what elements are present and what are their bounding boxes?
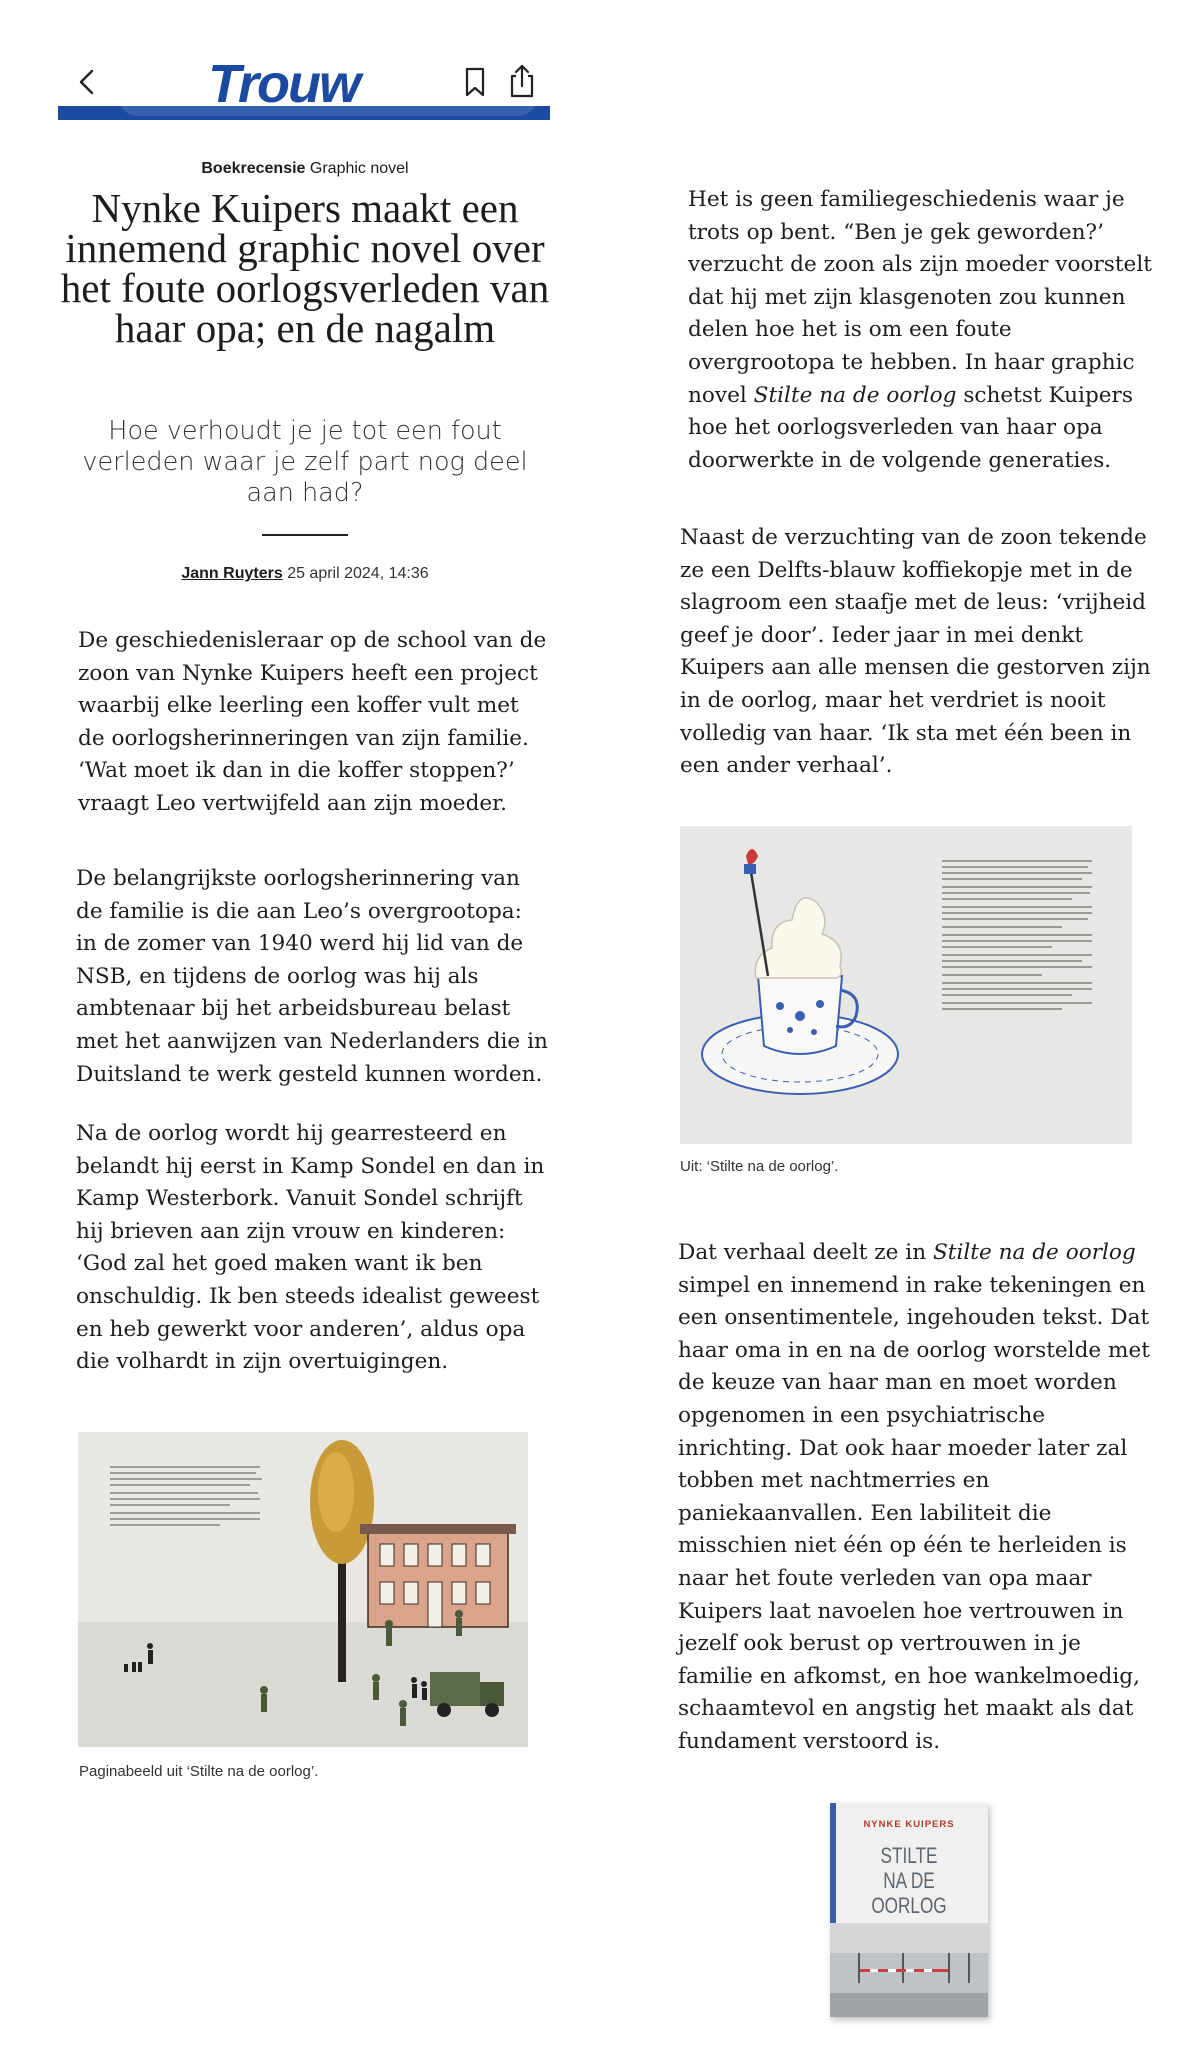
book-cover[interactable] xyxy=(830,1803,988,2017)
cover-title-line-2: NA DE xyxy=(883,1868,935,1893)
divider xyxy=(262,534,348,536)
figure-caption-right: Uit: ‘Stilte na de oorlog’. xyxy=(680,1158,839,1175)
trouw-logo[interactable]: Trouw xyxy=(208,54,359,114)
share-icon[interactable] xyxy=(504,60,540,102)
page-illustration-cup[interactable] xyxy=(680,826,1132,1144)
cover-author: NYNKE KUIPERS xyxy=(863,1819,955,1830)
author-link[interactable]: Jann Ruyters xyxy=(181,565,283,582)
book-title-italic-2: Stilte na de oorlog xyxy=(932,1240,1136,1265)
kicker-label[interactable]: Boekrecensie xyxy=(201,160,306,177)
figure-caption-left: Paginabeeld uit ‘Stilte na de oorlog’. xyxy=(79,1763,319,1780)
paragraph-6 xyxy=(678,1237,1154,1759)
paragraph-6-text-a: Dat verhaal deelt ze in xyxy=(678,1240,933,1265)
paragraph-1: De geschiedenisleraar op de school van de zoon van Nynke Kuipers heeft een project waarbij elke leerling een koffer vult met de oorlogsherinneringen van zijn familie. ‘Wat moet ik dan in die koffer stoppen?’ vraagt Leo vertwijfeld aan zijn moeder. xyxy=(78,628,547,816)
article-kicker xyxy=(60,160,550,178)
bookmark-icon[interactable] xyxy=(458,62,492,102)
paragraph-5: Naast de verzuchting van de zoon tekende ze een Delfts-blauw koffiekopje met in de slagroom een staafje met de leus: ‘vrijheid geef je door’. Ieder jaar in mei denkt Kuipers aan alle mensen die gestorven zijn in de oorlog, maar het verdriet is nooit volledig van haar. ‘Ik sta met één been in een ander verhaal’. xyxy=(680,525,1151,779)
byline xyxy=(60,565,550,583)
cover-title-line-1: STILTE xyxy=(880,1843,938,1868)
cup-illustration xyxy=(680,826,1132,1144)
paragraph-6-text-b: simpel en innemend in rake tekeningen en een onsentimentele, ingehouden tekst. Dat haar oma in en na de oorlog worstelde met de keuze van haar man en moet worden opgenomen in een psychiatrische inrichting. Dat ook haar moeder later zal tobben met nachtmerries en paniekaanvallen. Een labiliteit die misschien niet één op één te herleiden is naar het foute verleden van opa maar Kuipers laat navoelen hoe vertrouwen in jezelf ook berust op vertrouwen in je familie en afkomst, en hoe wankelmoedig, schaamtevol en angstig het maakt als dat fundament verstoord is. xyxy=(678,1272,1150,1754)
camp-illustration xyxy=(78,1432,528,1747)
paragraph-4-text-a: Het is geen familiegeschiedenis waar je trots op bent. “Ben je gek geworden?’ verzucht de zoon als zijn moeder voorstelt dat hij met zijn klasgenoten zou kunnen delen hoe het is om een foute overgrootopa te hebben. In haar graphic novel xyxy=(688,187,1152,408)
publish-date: 25 april 2024, 14:36 xyxy=(287,565,429,582)
book-title-italic: Stilte na de oorlog xyxy=(753,382,957,408)
chevron-left-icon[interactable] xyxy=(70,64,106,100)
cover-title-line-3: OORLOG xyxy=(871,1893,947,1918)
paragraph-3: Na de oorlog wordt hij gearresteerd en belandt hij eerst in Kamp Sondel en dan in Kamp Westerbork. Vanuit Sondel schrijft hij brieven aan zijn vrouw en kinderen: ‘God zal het goed maken want ik ben onschuldig. Ik ben steeds idealist geweest en heb gewerkt voor anderen’, aldus opa die volhardt in zijn overtuigingen. xyxy=(76,1121,545,1375)
article-title: Nynke Kuipers maakt een innemend graphic novel over het foute oorlogsverleden van haar opa; en de nagalm xyxy=(60,185,550,351)
page-illustration-camp[interactable] xyxy=(78,1432,528,1747)
article-subtitle: Hoe verhoudt je je tot een fout verleden waar je zelf part nog deel aan had? xyxy=(82,416,528,508)
paragraph-4-text-b: schetst Kuipers hoe het oorlogsverleden van haar opa doorwerkte in de volgende generaties. xyxy=(688,382,1133,473)
paragraph-4 xyxy=(688,184,1158,477)
kicker-genre: Graphic novel xyxy=(309,160,409,177)
paragraph-2: De belangrijkste oorlogsherinnering van de familie is die aan Leo’s overgrootopa: in de zomer van 1940 werd hij lid van de NSB, en tijdens de oorlog was hij als ambtenaar bij het arbeidsbureau belast met het aanwijzen van Nederlanders die in Duitsland te werk gesteld kunnen worden. xyxy=(76,866,548,1087)
cover-title xyxy=(847,1843,970,1918)
app-header xyxy=(58,52,550,122)
cover-landscape xyxy=(830,1923,988,2017)
